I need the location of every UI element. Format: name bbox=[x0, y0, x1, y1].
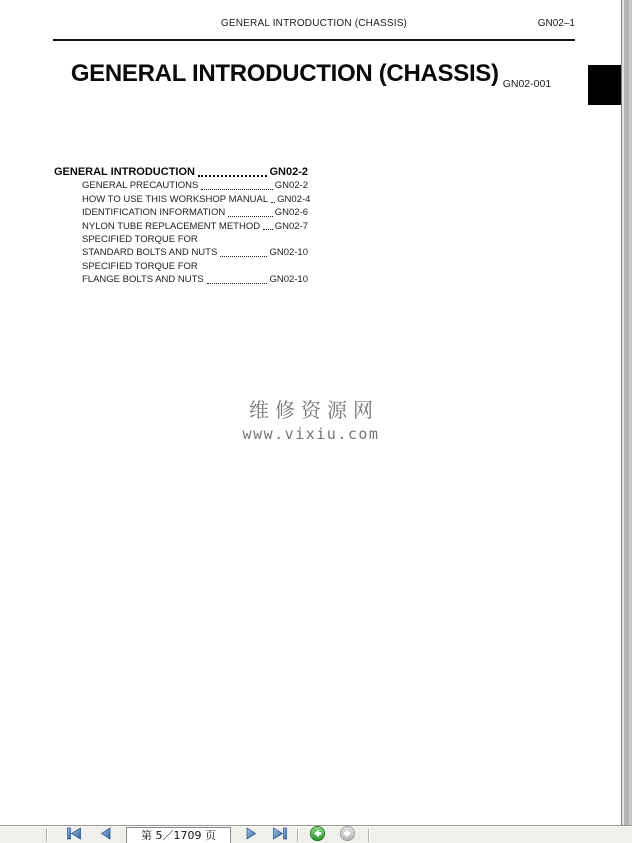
last-page-icon bbox=[272, 827, 288, 843]
vertical-scrollbar[interactable] bbox=[621, 0, 632, 825]
previous-page-button[interactable] bbox=[95, 828, 117, 843]
next-page-icon bbox=[243, 827, 259, 843]
toc-entry-page: GN02-6 bbox=[274, 207, 308, 219]
toc-dotted-leader bbox=[263, 229, 273, 230]
toc-entry-label: IDENTIFICATION INFORMATION bbox=[82, 207, 226, 219]
toc-entry-page: GN02-4 bbox=[277, 193, 311, 205]
toc-row bbox=[82, 193, 311, 206]
toc-row bbox=[82, 179, 308, 192]
first-page-icon bbox=[66, 827, 82, 843]
toc-dotted-leader bbox=[271, 202, 275, 203]
toc-entry-label: SPECIFIED TORQUE FOR bbox=[82, 260, 198, 272]
watermark-site-url: www.vixiu.com bbox=[242, 425, 380, 443]
toc-dotted-leader bbox=[220, 256, 267, 257]
header-divider bbox=[53, 39, 575, 41]
toc-dotted-leader bbox=[198, 175, 268, 177]
toc-row bbox=[82, 233, 308, 246]
toc-row bbox=[54, 166, 308, 179]
first-page-button[interactable] bbox=[63, 828, 85, 843]
watermark bbox=[0, 394, 622, 443]
toc-row bbox=[82, 220, 308, 233]
toc-row bbox=[82, 246, 308, 259]
toolbar-separator bbox=[46, 829, 48, 842]
toc-entry-page: GN02-2 bbox=[274, 180, 308, 192]
chapter-thumb-tab bbox=[588, 65, 622, 105]
back-arrow-icon bbox=[309, 825, 326, 843]
toc-entry-label: SPECIFIED TORQUE FOR bbox=[82, 234, 198, 246]
toc-entry-label: HOW TO USE THIS WORKSHOP MANUAL bbox=[82, 193, 269, 205]
watermark-site-name: 维修资源网 bbox=[249, 398, 379, 422]
running-header-page-code: GN02–1 bbox=[537, 18, 575, 29]
toc-entry-page: GN02-2 bbox=[269, 166, 308, 178]
toc-dotted-leader bbox=[228, 216, 273, 217]
toolbar-separator bbox=[368, 829, 370, 842]
toc-entry-label: STANDARD BOLTS AND NUTS bbox=[82, 247, 218, 259]
next-view-button[interactable] bbox=[338, 826, 356, 843]
previous-view-button[interactable] bbox=[308, 826, 326, 843]
chapter-title: GENERAL INTRODUCTION (CHASSIS) bbox=[70, 60, 499, 87]
chapter-title-row bbox=[0, 60, 622, 88]
toc-entry-page: GN02-10 bbox=[269, 247, 308, 259]
page-number-field[interactable]: 第 5／1709 页 bbox=[126, 827, 231, 843]
toc-dotted-leader bbox=[201, 189, 272, 190]
toc-entry-label: NYLON TUBE REPLACEMENT METHOD bbox=[82, 220, 261, 232]
next-page-button[interactable] bbox=[240, 828, 262, 843]
page-navigation-toolbar bbox=[0, 825, 632, 843]
toc-list bbox=[54, 166, 311, 287]
toc-entry-label: GENERAL INTRODUCTION bbox=[54, 166, 195, 178]
toc-entry-label: FLANGE BOLTS AND NUTS bbox=[82, 274, 204, 286]
toc-entry-label: GENERAL PRECAUTIONS bbox=[82, 180, 199, 192]
chapter-section-code: GN02-001 bbox=[502, 78, 552, 90]
running-header bbox=[53, 18, 575, 32]
previous-page-icon bbox=[98, 827, 114, 843]
running-header-title: GENERAL INTRODUCTION (CHASSIS) bbox=[220, 18, 408, 29]
toc-entry-page: GN02-10 bbox=[269, 274, 308, 286]
toc-row bbox=[82, 273, 308, 286]
toc-row bbox=[82, 260, 308, 273]
forward-arrow-icon bbox=[339, 825, 356, 843]
toc-entry-page: GN02-7 bbox=[274, 220, 308, 232]
toc-row bbox=[82, 206, 308, 219]
last-page-button[interactable] bbox=[269, 828, 291, 843]
toc-dotted-leader bbox=[207, 283, 268, 284]
toolbar-separator bbox=[297, 829, 299, 842]
